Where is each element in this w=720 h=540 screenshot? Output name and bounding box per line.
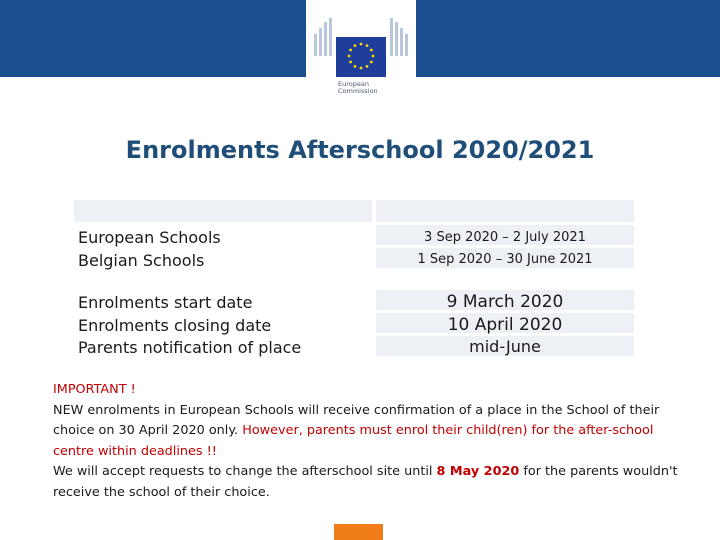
- period-label: European Schools: [78, 228, 221, 247]
- important-heading: IMPORTANT !: [53, 382, 136, 397]
- table-header-cell: [376, 200, 634, 222]
- logo-line2: Commission: [338, 87, 378, 95]
- table-header-cell: [74, 200, 372, 222]
- deadline-label: Enrolments closing date: [78, 316, 272, 335]
- period-label: Belgian Schools: [78, 251, 205, 270]
- deadline-value: 9 March 2020: [446, 292, 564, 312]
- notice-confirmation-text: NEW enrolments in European Schools will receive confirmation of a place in the School of their choice on 30 April 2020 only.: [53, 402, 660, 438]
- notice-change-end: for the parents wouldn't receive the school of their choice.: [53, 464, 678, 500]
- logo-wordmark: [338, 81, 378, 95]
- enrolment-table: [74, 200, 634, 356]
- deadline-label: Parents notification of place: [78, 338, 302, 357]
- deadline-value: 10 April 2020: [447, 315, 563, 335]
- page-title: Enrolments Afterschool 2020/2021: [125, 136, 595, 164]
- footer-accent-tab: [334, 524, 383, 540]
- notice-change-text: We will accept requests to change the afterschool site until: [53, 464, 437, 479]
- notice-change-date: 8 May 2020: [436, 464, 520, 479]
- deadline-label: Enrolments start date: [78, 293, 253, 312]
- logo-line1: European: [338, 80, 369, 88]
- deadline-value: mid-June: [469, 337, 541, 356]
- notice-paragraph: [53, 401, 693, 463]
- period-value: 1 Sep 2020 – 30 June 2021: [417, 252, 593, 267]
- notice-change-request: [53, 462, 693, 503]
- period-value: 3 Sep 2020 – 2 July 2021: [424, 230, 586, 245]
- important-notice: [53, 380, 693, 503]
- notice-warning-text: However, parents must enrol their child(ren) for the after-school centre within deadlines !!: [53, 423, 654, 459]
- commission-logo: [306, 0, 416, 103]
